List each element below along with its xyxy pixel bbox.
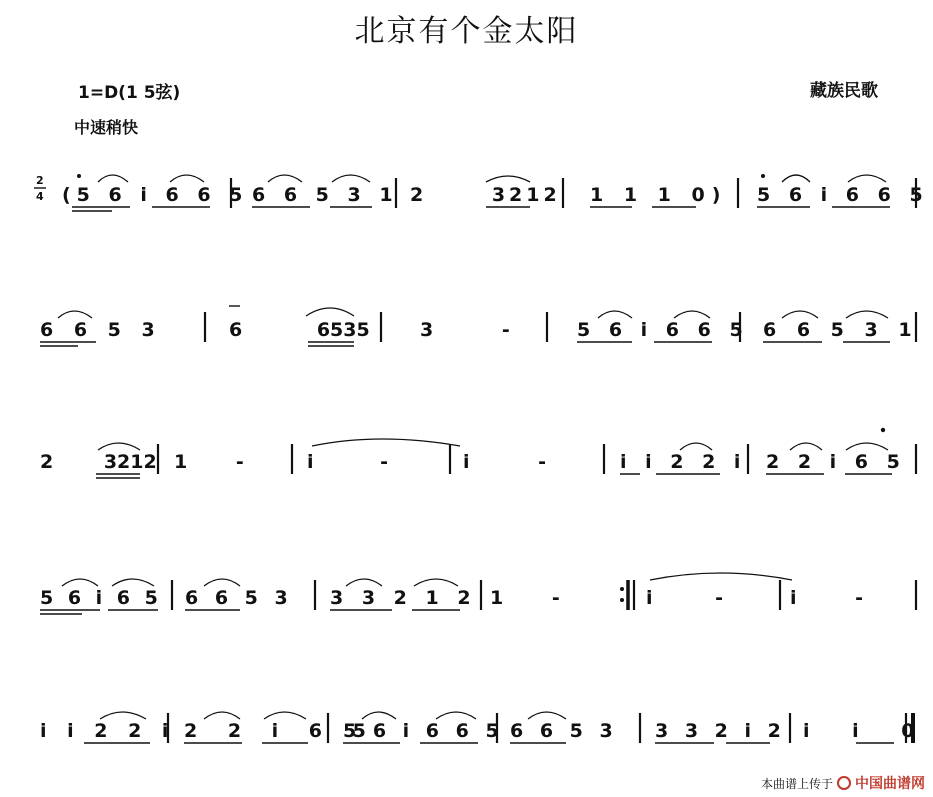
measure-5-1: i i 2 2 i <box>40 720 176 742</box>
slur <box>790 443 822 450</box>
measure-3-2: 1 - <box>174 451 244 473</box>
slur <box>362 712 396 719</box>
slur <box>58 311 92 318</box>
tempo-marking: 中速稍快 <box>74 118 139 137</box>
measure-2-4: 5 6 i 6 6 5 <box>577 319 749 341</box>
high-dot <box>881 428 885 432</box>
site-name-link[interactable]: 中国曲谱网 <box>855 776 925 792</box>
slur <box>62 579 98 586</box>
slur <box>674 311 710 318</box>
slur <box>346 579 382 586</box>
page-title: 北京有个金太阳 <box>354 14 579 49</box>
measure-2-5: 6 6 5 3 1 <box>763 319 919 341</box>
high-dot <box>77 174 81 178</box>
tie <box>312 439 460 446</box>
slur <box>486 176 530 182</box>
measure-3-6: 2 2 i 6 5 <box>766 451 906 473</box>
song-origin: 藏族民歌 <box>810 81 878 101</box>
measure-5-5: 3 3 2 i 2 <box>655 720 786 742</box>
measure-2-1: 6 6 5 3 <box>40 319 162 341</box>
measure-3-5: i i 2 2 i <box>620 451 747 473</box>
slur <box>170 175 204 182</box>
measure-3-1: 2 3212 <box>40 451 157 473</box>
slur <box>204 579 240 586</box>
slur <box>782 175 810 182</box>
measure-1-2: 6 6 5 3 1 <box>252 184 399 206</box>
repeat-dot <box>620 587 624 591</box>
score-line-3 <box>40 428 916 478</box>
measure-4-6: i - <box>790 587 864 609</box>
measure-2-2: 6 6535 <box>229 319 370 341</box>
measure-4-5: i - <box>646 587 724 609</box>
measure-1-5: 5 6 i 6 6 5 <box>757 184 929 206</box>
time-sig-bottom: 4 <box>36 190 44 203</box>
measure-5-3: 5 6 i 6 6 5 <box>343 720 504 742</box>
measure-5-4: 6 6 5 3 <box>510 720 618 742</box>
slur <box>306 308 354 316</box>
measure-1-1: (5 6 i 6 6 5 <box>62 184 249 206</box>
score-line-2 <box>40 306 919 346</box>
slur <box>848 175 886 182</box>
measure-4-2: 6 6 5 3 <box>185 587 293 609</box>
slur <box>112 579 154 586</box>
repeat-dot <box>620 598 624 602</box>
slur <box>264 712 306 719</box>
tie <box>650 573 792 580</box>
slur <box>98 443 140 450</box>
slur <box>414 579 458 586</box>
measure-4-3: 3 3 2 1 2 <box>330 587 477 609</box>
measure-1-3: 2 3212 <box>410 184 561 206</box>
site-logo-icon <box>837 776 851 790</box>
slur <box>528 712 566 719</box>
measure-5-6: i i 0 <box>803 720 915 742</box>
score-line-1 <box>62 174 929 211</box>
upload-credit <box>761 773 925 793</box>
score-line-5 <box>40 712 914 743</box>
measure-2-3: 3 - <box>420 319 510 341</box>
measure-4-4: 1 - <box>490 587 560 609</box>
slur <box>268 175 302 182</box>
slur <box>846 443 888 450</box>
key-signature: 1=D(1 5弦) <box>78 83 181 103</box>
slur <box>436 712 476 719</box>
slur <box>98 175 128 182</box>
time-sig-top: 2 <box>36 174 44 187</box>
measure-1-4: 1 1 1 0) <box>590 184 728 206</box>
measure-3-4: i - <box>463 451 547 473</box>
score-line-4 <box>40 573 916 614</box>
slur <box>680 443 712 450</box>
slur <box>100 712 146 719</box>
slur <box>204 712 240 719</box>
high-dot <box>761 174 765 178</box>
slur <box>846 311 888 318</box>
upload-credit-text: 本曲谱上传于 <box>760 776 833 791</box>
slur <box>598 311 632 318</box>
measure-5-2: 2 2 i 6 5 <box>184 720 371 742</box>
slur <box>782 311 818 318</box>
slur <box>332 175 370 182</box>
measure-4-1: 5 6 i 6 5 <box>40 587 162 609</box>
measure-3-3: i - <box>307 451 389 473</box>
